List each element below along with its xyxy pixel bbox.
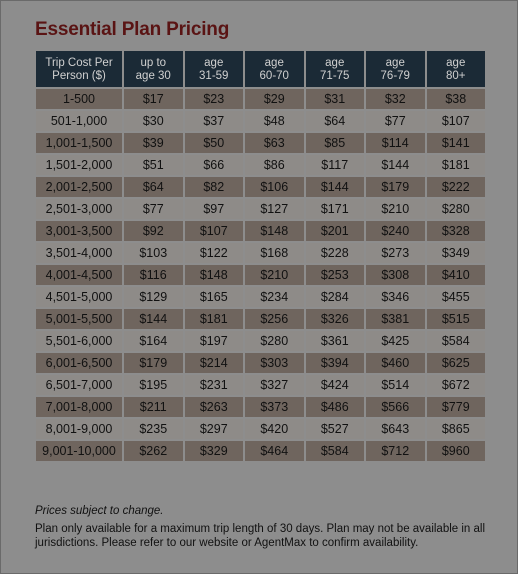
price-cell: $148 — [245, 221, 304, 241]
trip-cost-cell: 7,001-8,000 — [36, 397, 122, 417]
price-cell: $960 — [427, 441, 486, 461]
pricing-table — [34, 49, 487, 463]
price-cell: $17 — [124, 89, 183, 109]
price-cell: $23 — [185, 89, 244, 109]
price-cell: $214 — [185, 353, 244, 373]
trip-cost-cell: 1-500 — [36, 89, 122, 109]
price-cell: $181 — [427, 155, 486, 175]
price-cell: $141 — [427, 133, 486, 153]
price-cell: $48 — [245, 111, 304, 131]
price-cell: $527 — [306, 419, 365, 439]
trip-cost-cell: 6,001-6,500 — [36, 353, 122, 373]
price-cell: $424 — [306, 375, 365, 395]
price-cell: $235 — [124, 419, 183, 439]
trip-cost-cell: 1,501-2,000 — [36, 155, 122, 175]
price-cell: $195 — [124, 375, 183, 395]
trip-cost-cell: 9,001-10,000 — [36, 441, 122, 461]
table-row — [36, 155, 485, 175]
price-cell: $256 — [245, 309, 304, 329]
price-cell: $326 — [306, 309, 365, 329]
price-cell: $179 — [366, 177, 425, 197]
price-cell: $114 — [366, 133, 425, 153]
footnotes — [35, 504, 505, 550]
price-cell: $179 — [124, 353, 183, 373]
header-line: Person ($) — [52, 69, 106, 82]
price-cell: $85 — [306, 133, 365, 153]
trip-cost-cell: 6,501-7,000 — [36, 375, 122, 395]
price-cell: $64 — [124, 177, 183, 197]
price-cell: $584 — [427, 331, 486, 351]
price-cell: $30 — [124, 111, 183, 131]
price-cell: $234 — [245, 287, 304, 307]
header-line: 76-79 — [380, 69, 410, 82]
price-cell: $240 — [366, 221, 425, 241]
price-cell: $460 — [366, 353, 425, 373]
trip-cost-cell: 1,001-1,500 — [36, 133, 122, 153]
price-cell: $181 — [185, 309, 244, 329]
price-cell: $164 — [124, 331, 183, 351]
price-cell: $394 — [306, 353, 365, 373]
trip-cost-cell: 3,001-3,500 — [36, 221, 122, 241]
price-cell: $86 — [245, 155, 304, 175]
price-cell: $361 — [306, 331, 365, 351]
header-age-band — [427, 51, 486, 87]
table-body — [36, 89, 485, 461]
header-line: age — [385, 56, 405, 69]
price-cell: $107 — [185, 221, 244, 241]
header-line: age — [325, 56, 345, 69]
price-cell: $643 — [366, 419, 425, 439]
price-cell: $373 — [245, 397, 304, 417]
price-cell: $381 — [366, 309, 425, 329]
price-cell: $625 — [427, 353, 486, 373]
header-line: up to — [140, 56, 167, 69]
trip-cost-cell: 4,501-5,000 — [36, 287, 122, 307]
price-cell: $31 — [306, 89, 365, 109]
price-cell: $63 — [245, 133, 304, 153]
price-cell: $77 — [366, 111, 425, 131]
header-age-band — [185, 51, 244, 87]
price-cell: $865 — [427, 419, 486, 439]
price-cell: $327 — [245, 375, 304, 395]
price-cell: $779 — [427, 397, 486, 417]
trip-cost-cell: 5,501-6,000 — [36, 331, 122, 351]
price-cell: $210 — [366, 199, 425, 219]
price-cell: $464 — [245, 441, 304, 461]
header-age-band — [366, 51, 425, 87]
table-row — [36, 177, 485, 197]
price-cell: $211 — [124, 397, 183, 417]
price-cell: $346 — [366, 287, 425, 307]
price-cell: $228 — [306, 243, 365, 263]
header-line: age 30 — [135, 69, 171, 82]
table-row — [36, 111, 485, 131]
table-row — [36, 353, 485, 373]
trip-cost-cell: 2,001-2,500 — [36, 177, 122, 197]
price-cell: $144 — [366, 155, 425, 175]
price-cell: $32 — [366, 89, 425, 109]
price-cell: $148 — [185, 265, 244, 285]
price-cell: $92 — [124, 221, 183, 241]
header-line: age — [446, 56, 466, 69]
price-cell: $329 — [185, 441, 244, 461]
price-cell: $515 — [427, 309, 486, 329]
price-cell: $144 — [306, 177, 365, 197]
price-cell: $39 — [124, 133, 183, 153]
price-cell: $349 — [427, 243, 486, 263]
price-cell: $171 — [306, 199, 365, 219]
table-row — [36, 89, 485, 109]
table-row — [36, 287, 485, 307]
price-cell: $425 — [366, 331, 425, 351]
page-title: Essential Plan Pricing — [35, 19, 230, 40]
table-row — [36, 375, 485, 395]
table-row — [36, 331, 485, 351]
header-trip-cost — [36, 51, 122, 87]
trip-cost-cell: 4,001-4,500 — [36, 265, 122, 285]
price-cell: $222 — [427, 177, 486, 197]
price-cell: $117 — [306, 155, 365, 175]
trip-cost-cell: 501-1,000 — [36, 111, 122, 131]
price-cell: $273 — [366, 243, 425, 263]
price-cell: $253 — [306, 265, 365, 285]
price-cell: $29 — [245, 89, 304, 109]
price-cell: $566 — [366, 397, 425, 417]
price-disclaimer: Prices subject to change. — [35, 505, 164, 517]
table-row — [36, 243, 485, 263]
header-age-band — [245, 51, 304, 87]
price-cell: $66 — [185, 155, 244, 175]
price-cell: $210 — [245, 265, 304, 285]
table-header-row — [36, 51, 485, 87]
price-cell: $410 — [427, 265, 486, 285]
price-cell: $82 — [185, 177, 244, 197]
table-row — [36, 221, 485, 241]
header-line: 71-75 — [320, 69, 350, 82]
header-line: age — [264, 56, 284, 69]
price-cell: $107 — [427, 111, 486, 131]
price-cell: $77 — [124, 199, 183, 219]
price-cell: $297 — [185, 419, 244, 439]
price-cell: $127 — [245, 199, 304, 219]
price-cell: $420 — [245, 419, 304, 439]
trip-cost-cell: 3,501-4,000 — [36, 243, 122, 263]
price-cell: $262 — [124, 441, 183, 461]
header-line: age — [204, 56, 224, 69]
price-cell: $51 — [124, 155, 183, 175]
header-line: 60-70 — [259, 69, 289, 82]
price-cell: $144 — [124, 309, 183, 329]
availability-note: Plan only available for a maximum trip length of 30 days. Plan may not be available in all jurisdictions. Please refer to our website or AgentMax to confirm availability. — [35, 523, 486, 549]
table-row — [36, 133, 485, 153]
header-age-band — [306, 51, 365, 87]
header-line: Trip Cost Per — [45, 56, 113, 69]
price-cell: $106 — [245, 177, 304, 197]
price-cell: $514 — [366, 375, 425, 395]
price-cell: $64 — [306, 111, 365, 131]
price-cell: $116 — [124, 265, 183, 285]
table-row — [36, 309, 485, 329]
table-row — [36, 419, 485, 439]
price-cell: $129 — [124, 287, 183, 307]
table-row — [36, 441, 485, 461]
price-cell: $303 — [245, 353, 304, 373]
price-cell: $328 — [427, 221, 486, 241]
price-cell: $122 — [185, 243, 244, 263]
price-cell: $197 — [185, 331, 244, 351]
price-cell: $103 — [124, 243, 183, 263]
price-cell: $97 — [185, 199, 244, 219]
price-cell: $584 — [306, 441, 365, 461]
header-line: 80+ — [445, 69, 466, 82]
price-cell: $486 — [306, 397, 365, 417]
price-cell: $37 — [185, 111, 244, 131]
price-cell: $280 — [245, 331, 304, 351]
trip-cost-cell: 5,001-5,500 — [36, 309, 122, 329]
price-cell: $231 — [185, 375, 244, 395]
price-cell: $284 — [306, 287, 365, 307]
price-cell: $712 — [366, 441, 425, 461]
price-cell: $165 — [185, 287, 244, 307]
price-cell: $38 — [427, 89, 486, 109]
price-cell: $50 — [185, 133, 244, 153]
price-cell: $263 — [185, 397, 244, 417]
price-cell: $672 — [427, 375, 486, 395]
table-row — [36, 199, 485, 219]
header-age-band — [124, 51, 183, 87]
price-cell: $455 — [427, 287, 486, 307]
price-cell: $280 — [427, 199, 486, 219]
header-line: 31-59 — [199, 69, 229, 82]
price-cell: $201 — [306, 221, 365, 241]
table-row — [36, 265, 485, 285]
price-cell: $168 — [245, 243, 304, 263]
table-row — [36, 397, 485, 417]
trip-cost-cell: 2,501-3,000 — [36, 199, 122, 219]
price-cell: $308 — [366, 265, 425, 285]
trip-cost-cell: 8,001-9,000 — [36, 419, 122, 439]
